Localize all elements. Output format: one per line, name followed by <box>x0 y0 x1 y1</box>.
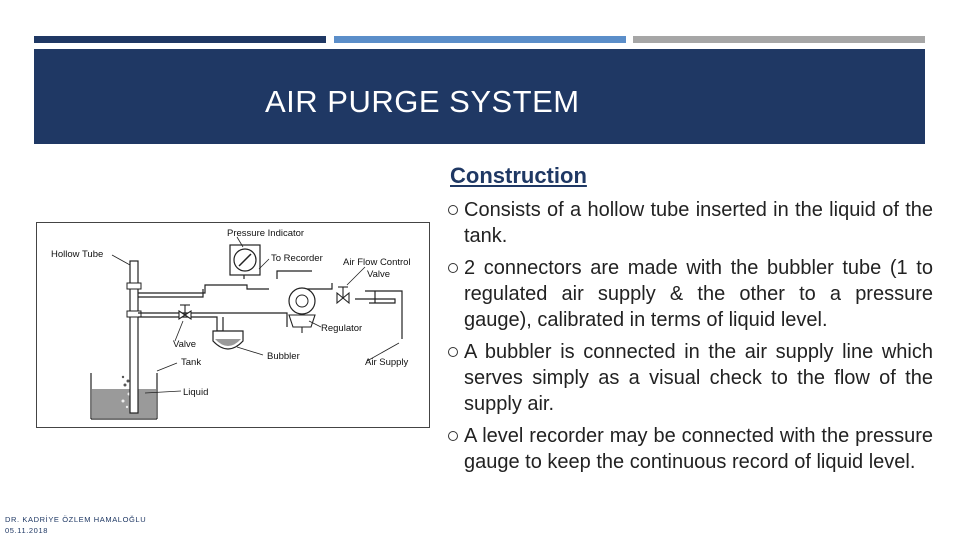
accent-bar-gray <box>633 36 925 43</box>
slide-title: AIR PURGE SYSTEM <box>265 84 580 119</box>
label-air-supply: Air Supply <box>365 357 409 368</box>
label-to-recorder: To Recorder <box>271 253 323 264</box>
accent-bar-navy <box>34 36 326 43</box>
bubbler-shape <box>213 331 243 349</box>
title-band <box>34 49 925 144</box>
label-tank: Tank <box>181 357 202 368</box>
bullet-text: Consists of a hollow tube inserted in the liquid of the tank. <box>464 199 933 247</box>
bullet-item <box>448 197 933 249</box>
footer-date: 05.11.2018 <box>5 526 48 535</box>
section-heading: Construction <box>450 163 587 188</box>
pressure-gauge-shape <box>230 245 260 275</box>
bullet-text: A level recorder may be connected with the pressure gauge to keep the continuous record of liquid level. <box>464 425 933 473</box>
label-air-flow-control-valve: Valve <box>367 269 391 280</box>
circle-bullet-icon <box>448 263 458 273</box>
circle-bullet-icon <box>448 205 458 215</box>
air-purge-diagram <box>36 222 430 428</box>
bullet-item <box>448 423 933 475</box>
bullet-item <box>448 339 933 417</box>
bullet-list <box>448 197 933 481</box>
footer <box>5 514 146 536</box>
label-bubbler: Bubbler <box>267 351 300 362</box>
label-hollow-tube: Hollow Tube <box>51 249 104 260</box>
bullet-text: 2 connectors are made with the bubbler tube (1 to regulated air supply & the other to a pressure gauge), calibrated in terms of liquid level. <box>464 257 933 331</box>
diagram-drawing <box>37 223 429 427</box>
label-regulator: Regulator <box>321 323 363 334</box>
bullet-item <box>448 255 933 333</box>
label-air-flow-control: Air Flow Control <box>343 257 411 268</box>
footer-author: DR. KADRİYE ÖZLEM HAMALOĞLU <box>5 515 147 524</box>
regulator-shape <box>289 288 315 333</box>
air-flow-control-valve-shape <box>337 287 349 303</box>
circle-bullet-icon <box>448 431 458 441</box>
pipe-lines <box>138 259 402 339</box>
label-pressure-indicator: Pressure Indicator <box>227 228 305 239</box>
label-valve: Valve <box>173 339 197 350</box>
tank-shape <box>91 373 157 419</box>
bullet-text: A bubbler is connected in the air supply line which serves simply as a visual check to the flow of the supply air. <box>464 341 933 415</box>
accent-bar-blue <box>334 36 626 43</box>
circle-bullet-icon <box>448 347 458 357</box>
label-liquid: Liquid <box>183 387 209 398</box>
